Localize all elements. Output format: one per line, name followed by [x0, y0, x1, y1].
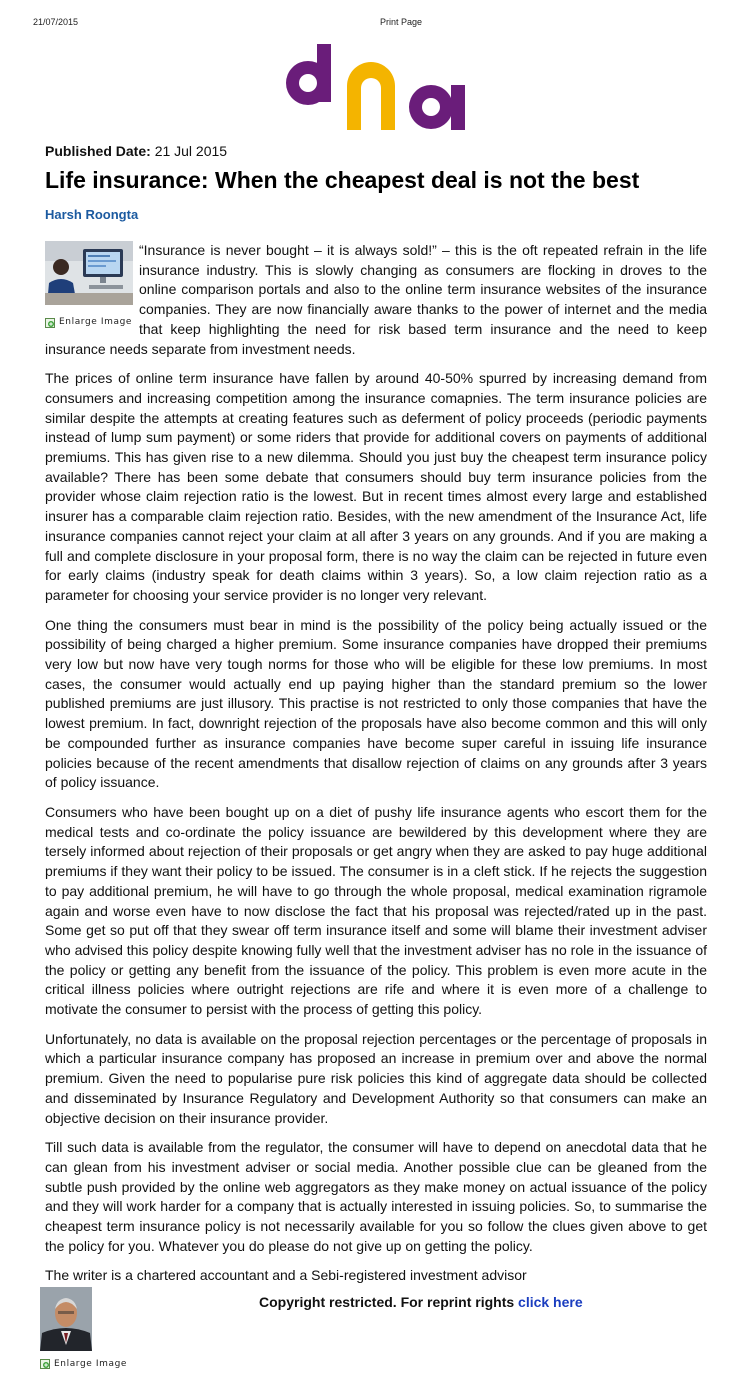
print-page-title: Print Page — [380, 17, 423, 27]
enlarge-image-label: Enlarge Image — [59, 317, 133, 327]
enlarge-icon — [40, 1359, 50, 1369]
enlarge-image-label: Enlarge Image — [54, 1359, 128, 1369]
article-paragraph: The prices of online term insurance have fallen by around 40-50% spurred by increasing demand from consumers and increasing competition among the insurance comapnies. The term insurance policies are similar despite the attempts at creating features such as deferment of policy proceeds (periodic payments instead of lump sum payment) or some riders that provide for additional covers on payments of additional premiums. This has given rise to a new dilemma. Should you just buy the cheapest term insurance policy available? There has been some debate that consumers should buy term insurance policies from the provider whose claim rejection ratio is the lowest. But in recent times almost every large and established insurer has a comparable claim rejection ratio. Besides, with the new amendment of the Insurance Act, life insurance companies cannot reject your claim at all after 3 years on any grounds. And if you are making a full and complete disclosure in your proposal form, there is no way the claim can be rejected in future even for early claims (industry speak for death claims within 3 years). So, a low claim rejection ratio as a parameter for choosing your service provider is no longer very relevant. — [45, 370, 707, 603]
article-paragraph: Till such data is available from the regulator, the consumer will have to depend on anecdotal data that he can glean from his investment adviser or social media. Another possible clue can be gleaned from the subtle push provided by the online web aggregators as they make money on actual issuance of the policy and they will work harder for a company that is actually interested in issuing policies. So, to summarise the cheapest term insurance policy is not necessarily available for you so follow the clues given above to get the policy for you. Whatever you do please do not give up on getting the policy. — [45, 1139, 707, 1254]
article-paragraph: Consumers who have been bought up on a diet of pushy life insurance agents who escort them for the medical tests and co-ordinate the policy issuance are bewildered by this development where they are tersely informed about rejection of their proposals or get angry when they are asked to pay huge additional premiums if they want their policy to be issued. The consumer is in a cleft stick. If he rejects the suggestion to pay additional premium, he will have to go through the whole proposal, medical examination rigramole again and worse even have to now disclose the fact that his proposal was rejected/rated up in the past. Some get so put off that they swear off term insurance itself and some will blame their investment adviser who advised this policy despite knowing fully well that the investment adviser has no role in the issuance of the policy or getting any benefit from the issuance of the policy. This problem is even more acute in the critical illness policies where outright rejections are rife and where it is even more of a challenge to motivate the consumer to persist with the process of getting this policy. — [45, 803, 707, 1018]
computer-user-photo[interactable] — [45, 241, 133, 305]
enlarge-image-link[interactable] — [45, 313, 135, 333]
reprint-rights-link[interactable]: click here — [518, 1294, 583, 1310]
article-headline: Life insurance: When the cheapest deal is not the best — [45, 167, 640, 193]
article-paragraph: One thing the consumers must bear in mind is the possibility of the policy being actually issued or the possibility of being charged a higher premium. Some insurance companies have dropped their premiums very low but now have very tough norms for those who will be eligible for these low premiums. In most cases, the consumer would actually end up paying higher than the standard premium so the lower published premiums are just illusory. This practise is not restricted to only those companies that have the lowest premium. In fact, downright rejection of the proposals have also become common and this will only be compounded further as insurance companies have become super careful in issuing life insurance policies because of the recent amendments that disallow rejection of claims on any grounds after 3 years of policy issuance. — [45, 616, 707, 791]
enlarge-icon — [45, 318, 55, 328]
print-date: 21/07/2015 — [33, 17, 79, 27]
published-date-label: Published Date: — [45, 143, 151, 159]
author-link[interactable]: Harsh Roongta — [45, 207, 139, 222]
author-portrait-photo[interactable] — [40, 1287, 92, 1351]
published-date-value: 21 Jul 2015 — [154, 143, 228, 159]
dna-logo — [283, 38, 468, 134]
article-figure — [45, 241, 135, 333]
print-header — [33, 17, 717, 31]
article-paragraph: “Insurance is never bought – it is always sold!” – this is the oft repeated refrain in the life insurance industry. This is slowly changing as consumers are flocking in droves to the online comparison portals and also to the online term insurance websites of the insurance companies. They are now financially aware thanks to the power of internet and the media that keep highlighting the need for risk based term insurance and the need to keep insurance needs separate from investment needs. — [45, 242, 707, 357]
author-figure — [40, 1287, 140, 1369]
article-body — [45, 241, 707, 1296]
enlarge-image-link[interactable] — [40, 1359, 140, 1369]
published-date — [45, 143, 227, 159]
article-paragraph: Unfortunately, no data is available on the proposal rejection percentages or the percentage of proposals in which a particular insurance company has proposed an increase in premium over and above the normal premium. Given the need to popularise pure risk policies this kind of aggregate data should be collected and disseminated by Insurance Regulatory and Development Authority so that consumers can make an objective decision on their insurance provider. — [45, 1030, 707, 1126]
copyright-notice — [259, 1294, 583, 1310]
author-bio: The writer is a chartered accountant and a Sebi-registered investment advisor — [45, 1267, 527, 1284]
copyright-text: Copyright restricted. For reprint rights — [259, 1294, 515, 1310]
